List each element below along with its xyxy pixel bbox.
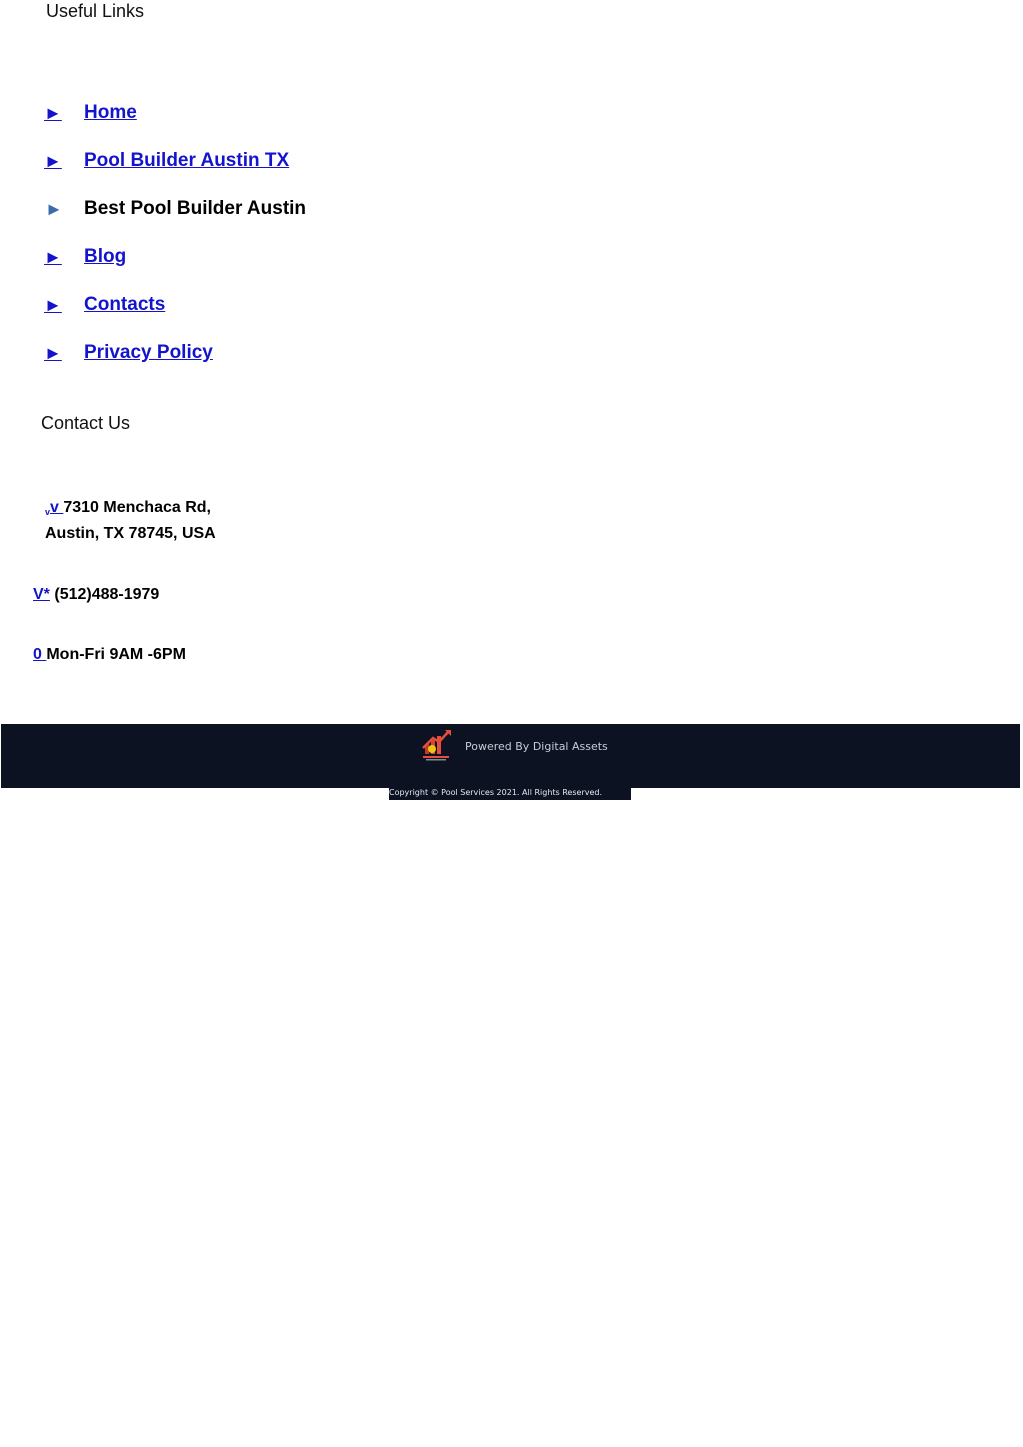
- list-item: [44, 198, 306, 246]
- arrow-icon: ►: [44, 246, 62, 267]
- link-label: Home: [84, 102, 137, 123]
- footer-bar: [1, 724, 1020, 788]
- phone-icon[interactable]: V*: [33, 586, 50, 603]
- link-home[interactable]: [44, 102, 137, 124]
- address-line-1: 7310 Menchaca Rd,: [63, 499, 211, 516]
- arrow-icon: ►: [45, 198, 63, 219]
- arrow-icon: ►: [44, 342, 62, 363]
- clock-icon[interactable]: 0: [33, 646, 47, 663]
- contact-us-heading: Contact Us: [41, 413, 131, 433]
- digital-assets-logo-icon: [419, 728, 453, 764]
- link-pool-builder-austin-tx[interactable]: [44, 150, 289, 172]
- list-item: [44, 246, 306, 294]
- link-privacy-policy[interactable]: [44, 342, 213, 364]
- address-block: [45, 497, 216, 545]
- address-line-2: Austin, TX 78745, USA: [45, 525, 216, 542]
- link-label: Privacy Policy: [84, 342, 213, 363]
- map-pin-icon[interactable]: vv: [45, 499, 64, 517]
- useful-links-list: [44, 102, 306, 390]
- link-blog[interactable]: [44, 246, 126, 268]
- phone-number: (512)488-1979: [54, 586, 160, 603]
- arrow-icon: ►: [44, 150, 62, 171]
- hours-row: [33, 644, 186, 666]
- current-page-item: [44, 198, 306, 220]
- phone-row: [33, 584, 159, 606]
- link-label: Contacts: [84, 294, 166, 315]
- arrow-icon: ►: [44, 102, 62, 123]
- list-item: [44, 294, 306, 342]
- list-item: [44, 150, 306, 198]
- business-hours: Mon-Fri 9AM -6PM: [46, 646, 186, 663]
- link-contacts[interactable]: [44, 294, 165, 316]
- link-label: Pool Builder Austin TX: [84, 150, 290, 171]
- list-item: [44, 342, 306, 390]
- powered-by-text: Powered By Digital Assets: [465, 740, 608, 753]
- copyright-text: Copyright © Pool Services 2021. All Rights Reserved.: [389, 785, 631, 800]
- link-label: Blog: [84, 246, 127, 267]
- arrow-icon: ►: [44, 294, 62, 315]
- list-item: [44, 102, 306, 150]
- useful-links-heading: Useful Links: [46, 1, 145, 21]
- current-page-label: Best Pool Builder Austin: [84, 198, 307, 219]
